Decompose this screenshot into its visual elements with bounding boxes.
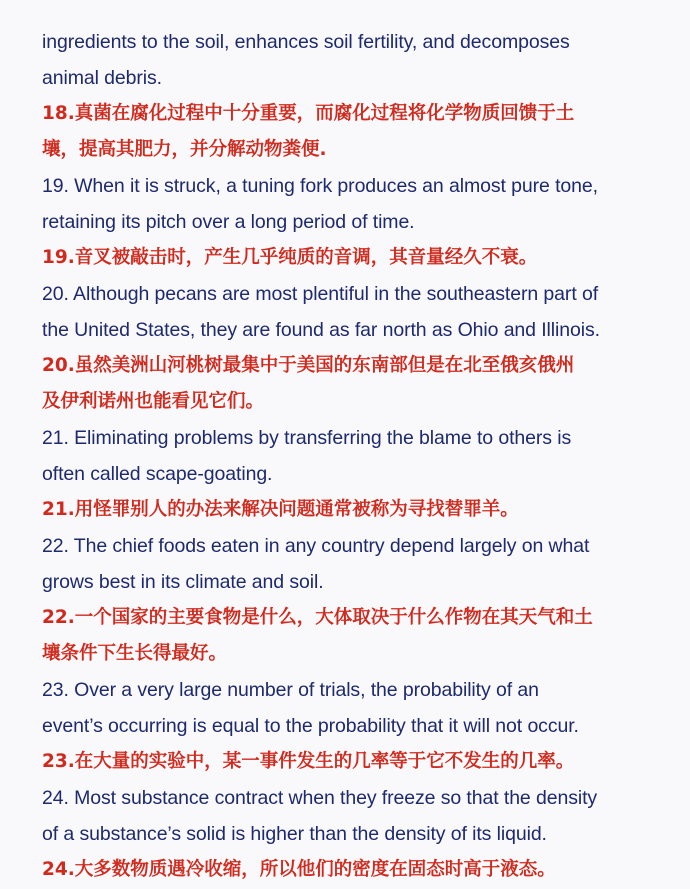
entry-18 — [42, 24, 650, 168]
chinese-line: 壤条件下生长得最好。 — [42, 643, 228, 664]
english-line: grows best in its climate and soil. — [42, 571, 324, 593]
chinese-line: 20.虽然美洲山河桃树最集中于美国的东南部但是在北至俄亥俄州 — [42, 355, 575, 376]
chinese-line: 21.用怪罪别人的办法来解决问题通常被称为寻找替罪羊。 — [42, 499, 519, 520]
english-line: 23. Over a very large number of trials, the probability of an — [42, 679, 539, 701]
english-line: 21. Eliminating problems by transferring the blame to others is — [42, 427, 572, 449]
entry-20 — [42, 276, 650, 420]
english-line: 20. Although pecans are most plentiful in the southeastern part of — [42, 283, 599, 305]
entry-24 — [42, 780, 650, 888]
chinese-line: 18.真菌在腐化过程中十分重要，而腐化过程将化学物质回馈于土 — [42, 103, 575, 124]
english-line: event’s occurring is equal to the probability that it will not occur. — [42, 715, 579, 737]
english-line: retaining its pitch over a long period of time. — [42, 211, 415, 233]
english-line: of a substance’s solid is higher than the density of its liquid. — [42, 823, 547, 845]
entry-21 — [42, 420, 650, 528]
entry-23 — [42, 672, 650, 780]
english-line: animal debris. — [42, 67, 162, 89]
chinese-line: 22.一个国家的主要食物是什么，大体取决于什么作物在其天气和土 — [42, 607, 593, 628]
english-line: 24. Most substance contract when they freeze so that the density — [42, 787, 598, 809]
english-line: 22. The chief foods eaten in any country depend largely on what — [42, 535, 590, 557]
chinese-line: 及伊利诺州也能看见它们。 — [42, 391, 265, 412]
english-line: 19. When it is struck, a tuning fork produces an almost pure tone, — [42, 175, 598, 197]
english-line: the United States, they are found as far north as Ohio and Illinois. — [42, 319, 600, 341]
entry-19 — [42, 168, 650, 276]
chinese-line: 19.音叉被敲击时，产生几乎纯质的音调，其音量经久不衰。 — [42, 247, 538, 268]
entry-22 — [42, 528, 650, 672]
english-line: ingredients to the soil, enhances soil fertility, and decomposes — [42, 31, 570, 53]
english-line: often called scape-goating. — [42, 463, 273, 485]
chinese-line: 24.大多数物质遇冷收缩，所以他们的密度在固态时高于液态。 — [42, 859, 556, 880]
chinese-line: 壤，提高其肥力，并分解动物粪便. — [42, 139, 327, 160]
chinese-line: 23.在大量的实验中，某一事件发生的几率等于它不发生的几率。 — [42, 751, 575, 772]
